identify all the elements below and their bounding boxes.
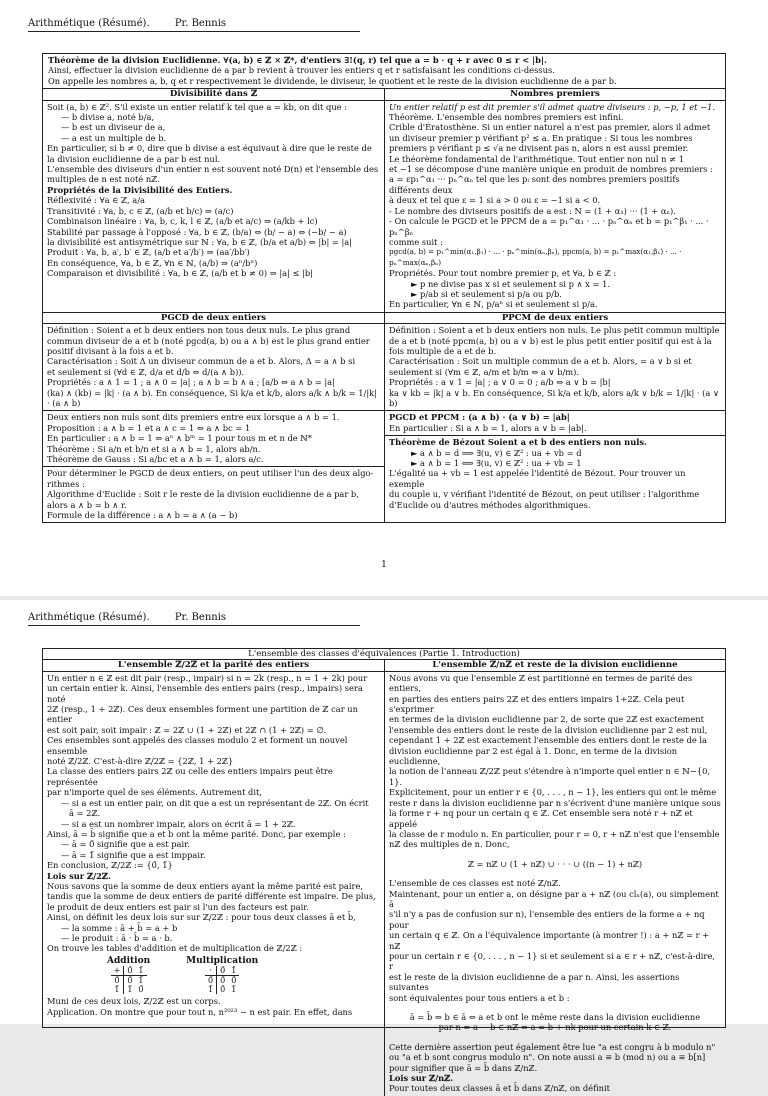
text-line: Nous savons que la somme de deux entiers ayant la même parité est paire, — [47, 880, 363, 891]
subheading: Lois sur ℤ/nℤ. — [389, 1073, 454, 1084]
multiplication-table — [186, 956, 258, 994]
table-title: Multiplication — [186, 955, 259, 966]
table-cell: 1̄ — [135, 966, 146, 976]
text-line: - On calcule le PGCD et le PPCM de a = p₁^α₁ · ... · pₙ^αₙ et b = p₁^β₁ · ... · pₙ^βₙ — [389, 216, 709, 237]
subheading: Propriétés de la Divisibilité des Entiers. — [47, 184, 233, 195]
text-line: la forme r + nq pour un certain q ∈ ℤ. Cet ensemble sera noté r + nℤ et appelé — [389, 808, 693, 829]
section-title: Divisibilité dans ℤ — [43, 89, 384, 100]
list-item: — ā = 0̄ signifie que a est pair. — [61, 839, 190, 850]
text-line: En particulier, ∀n ∈ ℕ, p/aⁿ si et seulement si p/a. — [389, 299, 598, 310]
text-line: ou "a et b sont congrus modulo n". On note aussi a ≡ b (mod n) ou a ≡ b[n] — [389, 1052, 706, 1063]
text-line: Caractérisation : Soit un multiple commun de a et b. Alors, = a ∨ b si et — [389, 356, 692, 367]
text-line: En conclusion, ℤ/2ℤ := {0̄, 1̄} — [47, 860, 173, 871]
text-line: en parties des entiers pairs 2ℤ et des entiers impairs 1+2ℤ. Cela peut s'exprimer — [389, 693, 685, 715]
text-line: Pour toutes deux classes ā et b̄ dans ℤ/nℤ, on définit — [389, 1083, 610, 1094]
text-line: de a et b (noté ppcm(a, b) ou a ∨ b) est le plus petit entier positif qui est à la — [389, 335, 712, 346]
classes-box — [42, 648, 726, 1094]
text-line: en termes de la division euclidienne par 2, de sorte que 2ℤ est exactement — [389, 714, 704, 725]
property-line: Transitivité : ∀a, b, c ∈ ℤ, (a/b et b/c) ⇒ (a/c) — [47, 205, 234, 216]
list-item: — b divise a, noté b/a, — [61, 112, 155, 123]
property-line: Combinaison linéaire : ∀a, b, c, k, l ∈ ℤ, (a/b et a/c) ⇒ (a/kb + lc) — [47, 216, 318, 227]
box-title: L'ensemble des classes d'équivalences (Partie 1. Introduction) — [43, 649, 725, 660]
property-line: Réflexivité : ∀a ∈ ℤ, a/a — [47, 195, 145, 206]
table-cell: 1̄ — [228, 966, 239, 976]
text-line: On trouve les tables d'addition et de multiplication de ℤ/2ℤ : — [47, 943, 303, 954]
text-line: par n'importe quel de ses éléments. Autrement dit, — [47, 787, 262, 798]
section-title: Nombres premiers — [385, 89, 725, 100]
text-line: Crible d'Ératosthène. Si un entier naturel a n'est pas premier, alors il admet — [389, 122, 711, 133]
text-line: Proposition : a ∧ b = 1 et a ∧ c = 1 ⇔ a ∧ bc = 1 — [47, 422, 251, 433]
table-cell: 1̄ — [138, 976, 144, 986]
text-line: - Le nombre des diviseurs positifs de a est : N = (1 + α₁) ··· (1 + αₙ). — [389, 205, 676, 216]
property-line: Stabilité par passage à l'opposé : ∀a, b ∈ ℤ, (b/a) ⇔ (b/ − a) ⇔ (−b/ − a) — [47, 226, 347, 237]
text-line: Théorème de Gauss : Si a/bc et a ∧ b = 1, alors a/c. — [47, 454, 264, 465]
text-line: la notion de l'anneau ℤ/2ℤ peut s'étendre à n'importe quel entier n ∈ ℕ−{0, 1}. — [389, 766, 711, 787]
list-item: — b est un diviseur de a, — [61, 122, 166, 133]
text-line: le produit de deux entiers est pair si l'un des facteurs est pair. — [47, 901, 309, 912]
list-item: — si a est un nombrer impair, alors on écrit ā = 1 + 2ℤ. — [61, 818, 296, 829]
section-znz — [384, 660, 725, 1095]
text-line: Application. On montre que pour tout n, n²⁰²³ − n est pair. En effet, dans — [47, 1006, 353, 1017]
text-line: Explicitement, pour un entier r ∈ {0, . . . , n − 1}, les entiers qui ont le même — [389, 787, 717, 798]
list-item: — le produit : ā · b̄ = a · b. — [61, 932, 173, 943]
text-line: est soit pair, soit impair : ℤ = 2ℤ ∪ (1 + 2ℤ) et 2ℤ ∩ (1 + 2ℤ) = ∅. — [47, 724, 327, 735]
header-title: Arithmétique (Résumé). — [28, 18, 150, 29]
text-line: est le reste de la division euclidienne de a par n. Ainsi, les assertions suivantes — [389, 971, 680, 993]
list-item: — si a est un entier pair, on dit que a est un représentant de 2ℤ. On écrit — [61, 797, 369, 808]
header-title: Arithmétique (Résumé). — [28, 612, 150, 623]
euclid-theorem — [43, 54, 725, 89]
property-line: Comparaison et divisibilité : ∀a, b ∈ ℤ, (a/b et b ≠ 0) ⇒ |a| ≤ |b| — [47, 268, 313, 279]
text-line: pour un certain r ∈ {0, . . . , n − 1} si et seulement si a ∈ r + nℤ, c'est-à-dire, r — [389, 950, 715, 972]
text-line: L'ensemble de ces classes est noté ℤ/nℤ. — [389, 878, 561, 889]
text-line: pour signifier que ā = b̄ dans ℤ/nℤ. — [389, 1062, 538, 1073]
divider — [43, 410, 384, 411]
table-cell: 0̄ — [127, 976, 133, 986]
text-line: a = εp₁^α₁ ··· pₙ^αₙ tel que les pᵢ sont des nombres premiers positifs différents deux — [389, 174, 680, 195]
text-line: la classe de r modulo n. En particulier, pour r = 0, r + nℤ n'est que l'ensemble — [389, 828, 720, 839]
text-line: rithmes : — [47, 478, 85, 489]
section-title: PGCD de deux entiers — [43, 313, 384, 324]
row-classes — [43, 660, 725, 1095]
text-line: L'ensemble des diviseurs d'un entier n est souvent noté D(n) et l'ensemble des — [47, 164, 379, 175]
text-line: Algorithme d'Euclide : Soit r le reste de la division euclidienne de a par b, — [47, 489, 359, 500]
table-cell: 1̄ — [205, 985, 217, 994]
text-line: division euclidienne par 2 est égal à 1. Donc, en terme de la division euclidienne, — [389, 745, 678, 767]
text-line: et seulement si (∀d ∈ ℤ, d/a et d/b ⇔ d/(a ∧ b)). — [47, 366, 245, 377]
text-line: Pour déterminer le PGCD de deux entiers, on peut utiliser l'un des deux algo- — [47, 468, 374, 479]
theorem-line: Ainsi, effectuer la division euclidienne de a par b revient à trouver les entiers q et r satisfaisant les conditions ci-dessus. — [48, 65, 555, 76]
list-item: — ā = 1̄ signifie que a est imppair. — [61, 849, 206, 860]
list-item: ► a ∧ b = 1 ⟺ ∃(u, v) ∈ ℤ² : ua + vb = 1 — [411, 458, 582, 469]
section-title: L'ensemble ℤ/2ℤ et la parité des entiers — [43, 660, 384, 671]
text-line: premiers p vérifiant p ≤ √a ne divisent pas n, alors n est aussi premier. — [389, 143, 689, 154]
property-line: la divisibilité est antisymétrique sur ℕ : ∀a, b ∈ ℤ, (b/a et a/b) ⇔ |b| = |a| — [47, 236, 353, 247]
section-ppcm — [384, 313, 725, 523]
table-cell: 0̄ — [138, 985, 144, 995]
table-cell: 0̄ — [217, 966, 229, 976]
section-divisibilite — [43, 89, 384, 312]
table-cell: 0̄ — [111, 976, 124, 986]
text-line: ka ∨ kb = |k| a ∨ b. En conséquence, Si k/a et k/b, alors a/k ∨ b/k = 1/|k| · (a ∨ b) — [389, 387, 720, 408]
text-line: sont équivalentes pour tous entiers a et b : — [389, 992, 570, 1003]
text-line: et −1 se décompose d'une manière unique en produit de nombres premiers : — [389, 164, 713, 175]
text-line: Théorème : Si a/n et b/n et si a ∧ b = 1, alors ab/n. — [47, 443, 261, 454]
header-author: Pr. Bennis — [174, 612, 227, 623]
text-line: Cette dernière assertion peut également être lue "a est congru à b modulo n" — [389, 1041, 716, 1052]
text-line: PGCD et PPCM : (a ∧ b) · (a ∨ b) = |ab| — [389, 412, 570, 423]
list-item: — a est un multiple de b. — [61, 132, 167, 143]
text-line: Un entier n ∈ ℤ est dit pair (resp., impair) si n = 2k (resp., n = 1 + 2k) pour — [47, 672, 368, 683]
text-line: noté ℤ/2ℤ. C'est-à-dire ℤ/2ℤ = {2ℤ, 1 + 2ℤ} — [47, 756, 234, 767]
text-line: Nous avons vu que l'ensemble ℤ est partitionné en termes de parité des entiers, — [389, 672, 693, 694]
text-line: Formule de la différence : a ∧ b = a ∧ (a − b) — [47, 510, 238, 521]
text-line: 2ℤ (resp., 1 + 2ℤ). Ces deux ensembles forment une partition de ℤ car un entier — [47, 704, 358, 725]
text-line: un diviseur premier p vérifiant p² ≤ a. En pratique : Si tous les nombres — [389, 132, 693, 143]
list-item: ► a ∧ b = d ⟹ ∃(u, v) ∈ ℤ² : ua + vb = d — [411, 447, 582, 458]
text-line: multiples de n est noté nℤ. — [47, 174, 160, 185]
theorem-line: Théorème de la division Euclidienne. ∀(a, b) ∈ ℤ × ℤ*, d'entiers ∃!(q, r) tel que a = b · q + r avec 0 ≤ r < |b|. — [48, 55, 547, 65]
text-line: fois multiple de a et de b. — [389, 345, 497, 356]
text-line: Propriétés. Pour tout nombre premier p, et ∀a, b ∈ ℤ : — [389, 268, 617, 279]
section-title: L'ensemble ℤ/nℤ et reste de la division euclidienne — [385, 660, 725, 671]
text-line: En particulier : a ∧ b = 1 ⇒ aⁿ ∧ bᵐ = 1 pour tous m et n de ℕ* — [47, 433, 313, 444]
equivalence-formula: ā = b̄ ⇔ b ∈ ā ⇔ a et b ont le même reste dans la division euclidienne par n ⇔ a − b ∈ nℤ ⇔ a = b + nk pour un certain k ∈ ℤ. — [409, 1012, 701, 1033]
text-line: En particulier, si b ≠ 0, dire que b divise a est équivaut à dire que le reste de — [47, 143, 372, 154]
text-line: la division euclidienne de a par b est nul. — [47, 153, 221, 164]
formula-line: pgcd(a, b) = p₁^min(α₁,β₁) · ... · pₙ^min(αₙ,βₙ), ppcm(a, b) = p₁^max(α₁,β₁) · ... · pₙ^max(αₙ,βₙ) — [389, 247, 682, 267]
text-line: positif divisant à la fois a et b. — [47, 345, 174, 356]
page-header — [28, 612, 360, 626]
divider — [385, 435, 725, 436]
divider — [385, 410, 725, 411]
section-title: PPCM de deux entiers — [385, 313, 725, 324]
text-line: reste r dans la division euclidienne par n s'écrivent d'une manière unique sous — [389, 797, 721, 808]
text-line: Un entier relatif p est dit premier s'il admet quatre diviseurs : p, −p, 1 et −1. — [389, 101, 715, 112]
table-cell: 1̄ — [127, 985, 133, 995]
table-cell: 1̄ — [231, 985, 237, 995]
table-cell: 0̄ — [124, 966, 136, 976]
list-item: ā = 2ℤ. — [69, 808, 101, 819]
property-line: En conséquence, ∀a, b ∈ ℤ, ∀n ∈ ℕ, (a/b) ⇒ (aⁿ/bⁿ) — [47, 257, 258, 268]
table-cell: + — [111, 966, 124, 976]
text-line: seulement si (∀m ∈ ℤ, a/m et b/m ⇔ a ∨ b/m). — [389, 366, 580, 377]
text-line: cependant 1 + 2ℤ est exactement l'ensemble des entiers dont le reste de la — [389, 735, 707, 746]
text-line: nℤ des multiples de n. Donc, — [389, 839, 510, 850]
text-line: Définition : Soient a et b deux entiers non tous deux nuls. Le plus grand — [47, 325, 351, 336]
text-line: Propriétés : a ∧ 1 = 1 ; a ∧ 0 = |a| ; a ∧ b = b ∧ a ; [a/b ⇔ a ∧ b = |a| — [47, 377, 335, 388]
text-line: Définition : Soient a et b deux entiers non nuls. Le plus petit commun multiple — [389, 325, 720, 336]
text-line: Ainsi, ā = b̄ signifie que a et b ont la même parité. Donc, par exemple : — [47, 828, 346, 839]
table-cell: · — [205, 966, 217, 976]
row-divisibility-primes — [43, 89, 725, 313]
partition-formula: ℤ = nℤ ∪ (1 + nℤ) ∪ · · · ∪ ((n − 1) + nℤ) — [467, 858, 643, 869]
divider — [43, 466, 384, 467]
addition-table — [107, 956, 150, 994]
section-z2z — [43, 660, 384, 1095]
text-line: d'Euclide ou d'autres méthodes algorithmiques. — [389, 499, 591, 510]
text-line: (ka) ∧ (kb) = |k| · (a ∧ b). En conséquence, Si k/a et k/b, alors a/k ∧ b/k = 1/|k| · (a ∧ b) — [47, 387, 377, 408]
text-line: Propriétés : a ∨ 1 = |a| ; a ∨ 0 = 0 ; a/b ⇔ a ∨ b = |b| — [389, 377, 611, 388]
text-line: Muni de ces deux lois, ℤ/2ℤ est un corps. — [47, 996, 221, 1007]
table-cell: 0̄ — [231, 976, 237, 986]
page-header — [28, 18, 360, 32]
summary-box — [42, 53, 726, 523]
text-line: tandis que la somme de deux entiers de parité différente est impaire. De plus, — [47, 891, 376, 902]
subheading: Lois sur ℤ/2ℤ. — [47, 870, 111, 881]
table-cell: 0̄ — [220, 976, 226, 986]
text-line: Ainsi, on définit les deux lois sur sur ℤ/2ℤ : pour tous deux classes ā et b̄, — [47, 912, 356, 923]
text-line: l'ensemble des entiers dont le reste de la division euclidienne par 2 est nul, — [389, 724, 708, 735]
text-line: s'il n'y a pas de confusion sur n), l'ensemble des entiers de la forme a + nq pour — [389, 909, 705, 930]
section-premiers — [384, 89, 725, 312]
text-line: un certain entier k. Ainsi, l'ensemble des entiers pairs (resp., impairs) sera noté — [47, 683, 363, 704]
table-cell: 1̄ — [111, 985, 124, 994]
text-line: Caractérisation : Soit Δ un diviseur commun de a et b. Alors, Δ = a ∧ b si — [47, 356, 356, 367]
property-line: Produit : ∀a, b, a′, b′ ∈ ℤ, (a/b et a′/b′) ⇒ (aa′/bb′) — [47, 247, 250, 258]
header-author: Pr. Bennis — [174, 18, 227, 29]
text-line: Soit (a, b) ∈ ℤ². S'il existe un entier relatif k tel que a = kb, on dit que : — [47, 101, 348, 112]
page-2 — [0, 600, 768, 1094]
text-line: à deux et tel que ε = 1 si a > 0 ou ε = −1 si a < 0. — [389, 195, 601, 206]
table-cell: 0̄ — [220, 985, 226, 995]
text-line: Le théorème fondamental de l'arithmétique. Tout entier non nul n ≠ 1 — [389, 153, 685, 164]
table-title: Addition — [107, 955, 151, 966]
page-number: 1 — [381, 560, 387, 570]
list-item: ► p ne divise pas x si et seulement si p ∧ x = 1. — [411, 278, 611, 289]
text-line: La classe des entiers pairs 2ℤ ou celle des entiers impairs peut être représentée — [47, 766, 333, 787]
table-cell: 0̄ — [205, 976, 217, 986]
text-line: En particulier : Si a ∧ b = 1, alors a ∨ b = |ab|. — [389, 422, 587, 433]
theorem-line: On appelle les nombres a, b, q et r respectivement le dividende, le diviseur, le quotient et le reste de la division euclidienne de a par b. — [48, 75, 617, 86]
text-line: Théorème. L'ensemble des nombres premiers est infini. — [389, 112, 624, 123]
list-item: — la somme : ā + b̄ = a + b — [61, 922, 178, 933]
row-pgcd-ppcm — [43, 313, 725, 523]
text-line: Deux entiers non nuls sont dits premiers entre eux lorsque a ∧ b = 1. — [47, 412, 340, 423]
section-pgcd — [43, 313, 384, 523]
text-line: commun diviseur de a et b (noté pgcd(a, b) ou a ∧ b) est le plus grand entier — [47, 335, 370, 346]
text-line: du couple u, v vérifiant l'identité de Bézout, on peut utiliser : l'algorithme — [389, 489, 700, 500]
text-line: Ces ensembles sont appelés des classes modulo 2 et forment un nouvel ensemble — [47, 735, 348, 756]
operation-tables — [47, 956, 380, 994]
text-line: un certain q ∈ ℤ. On a l'équivalence importante (à montrer !) : a + nℤ = r + nℤ — [389, 930, 710, 951]
text-line: comme suit : — [389, 236, 443, 247]
text-line: alors a ∧ b = b ∧ r. — [47, 499, 127, 510]
text-line: Maintenant, pour un entier a, on désigne par a + nℤ (ou clₙ(a), ou simplement ā — [389, 888, 719, 909]
text-line: Théorème de Bézout Soient a et b des entiers non nuls. — [389, 437, 647, 448]
text-line: L'égalité ua + vb = 1 est appelée l'identité de Bézout. Pour trouver un exemple — [389, 468, 686, 489]
list-item: ► p/ab si et seulement si p/a ou p/b. — [411, 288, 562, 299]
